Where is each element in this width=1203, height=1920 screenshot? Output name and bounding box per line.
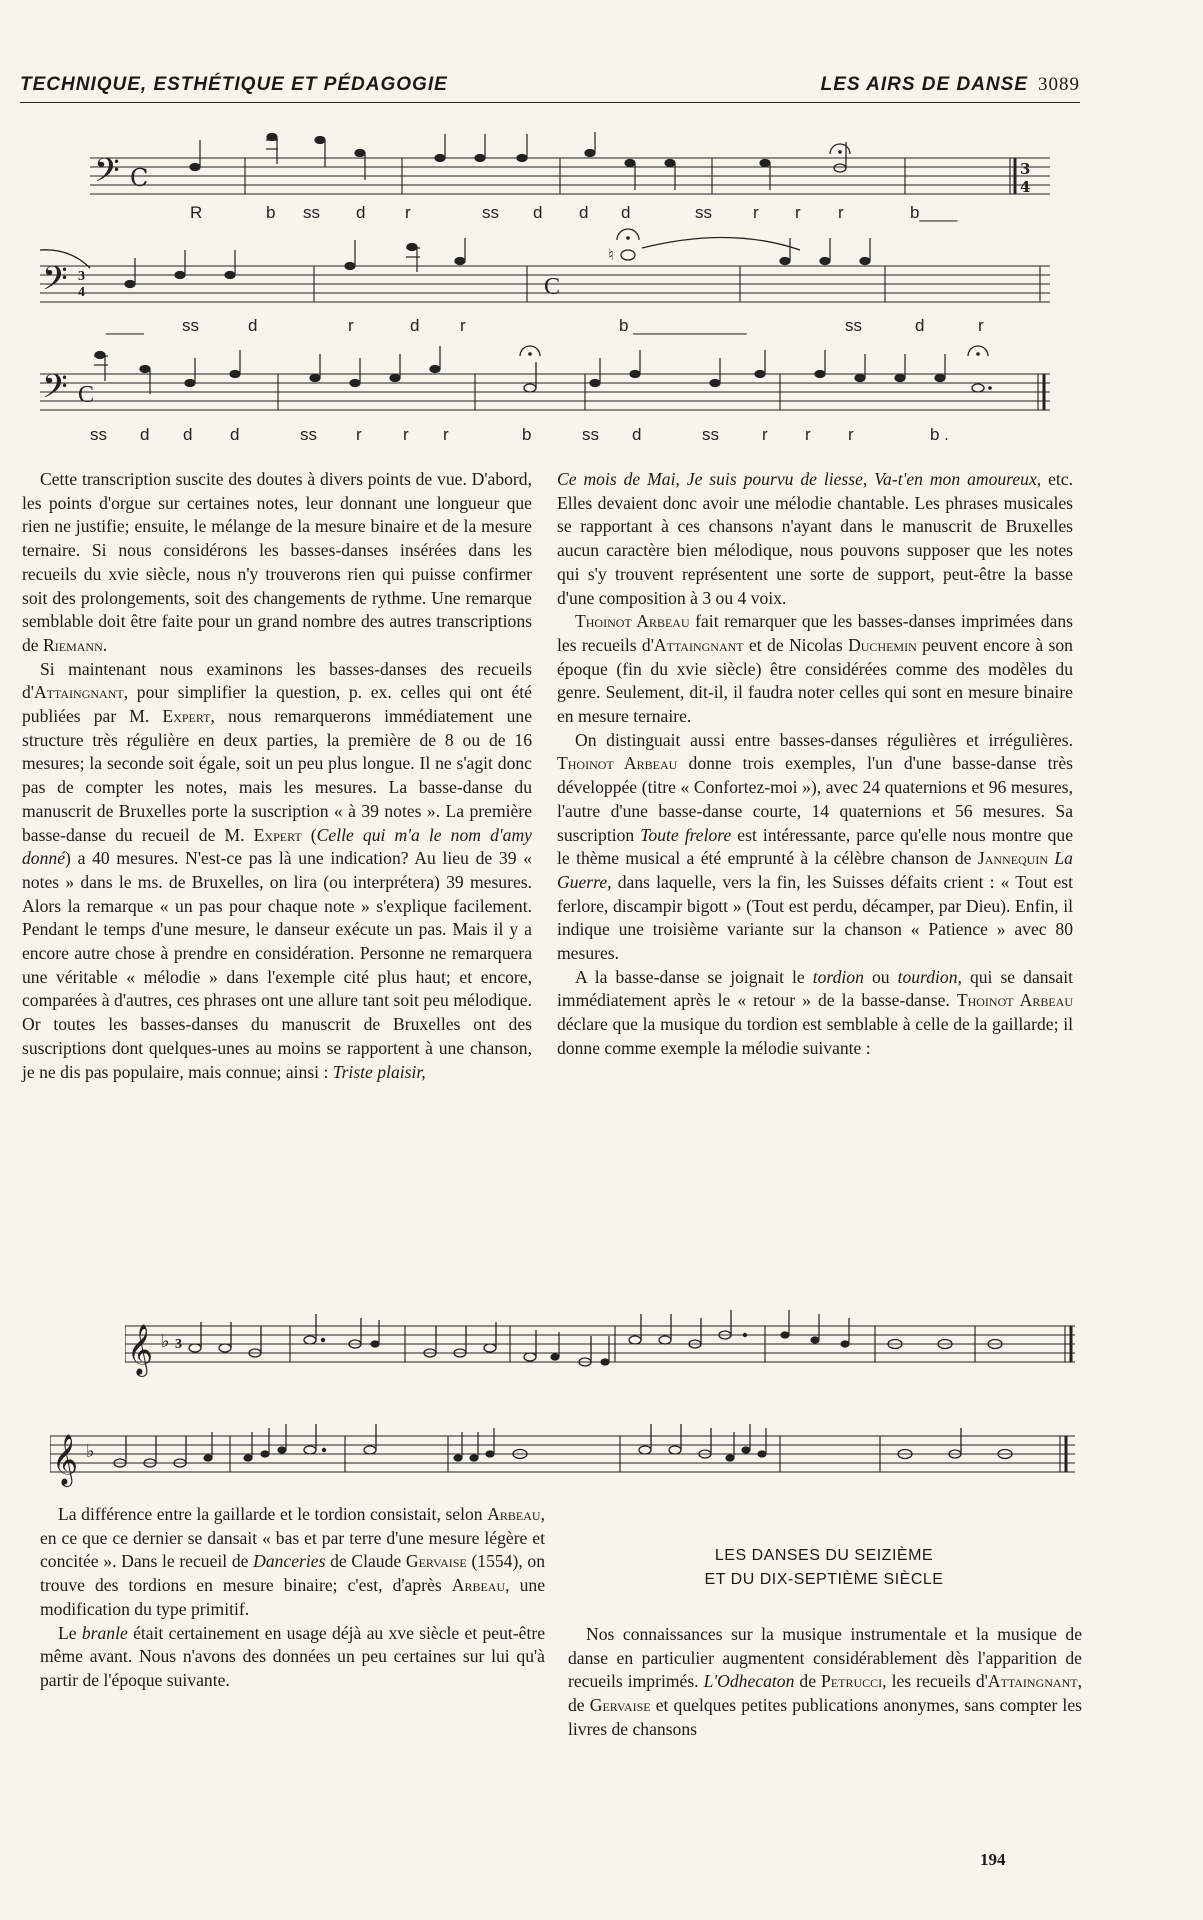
bottom-right-column (568, 1623, 1082, 1742)
svg-text:4: 4 (78, 285, 85, 300)
right-column (557, 468, 1073, 1061)
svg-text:d: d (140, 425, 150, 444)
svg-text:r: r (403, 425, 409, 444)
syllable: R (190, 203, 203, 222)
svg-text:ss: ss (695, 203, 712, 222)
paragraph-3: Ce mois de Mai, Je suis pourvu de liesse, Va-t'en mon amoureux, etc. Elles devaient donc avoir une mélodie chantable. Les phrases musicales se rapportant à ces chansons n'ayant dans le manuscrit de Bruxelles aucun caractère bien mélodique, nous pouvons supposer que les notes qui s'y trouvent représentent une sorte de support, peut-être la basse d'une composition à 3 ou 4 voix. (557, 469, 1073, 608)
header-rule (20, 102, 1080, 103)
svg-text:d: d (230, 425, 240, 444)
running-head-right (821, 74, 1080, 96)
svg-text:r: r (348, 316, 354, 335)
tordion-staff-1-notation (125, 1302, 1085, 1382)
svg-text:ss: ss (90, 425, 107, 444)
staff-3-syllables (90, 425, 949, 444)
paragraph-1: Cette transcription suscite des doutes à divers points de vue. D'abord, les points d'orgue sur certaines notes, leur donnant une longueur que rien ne justifie; ensuite, le mélange de la mesure binaire et de la mesure ternaire. Si nous considérons les basses-danses insérées dans les recueils du xvie siècle, nous n'y trouverons rien qui puisse confirmer soit des prolongements, soit des changements de rythme. Une remarque semblable doit être faite pour un grand nombre des autres transcriptions de Riemann. (22, 469, 532, 655)
staff-2-notation (30, 228, 1060, 343)
page-number: 3089 (1038, 74, 1080, 95)
folio: 194 (980, 1850, 1006, 1869)
paragraph-4: Thoinot Arbeau fait remarquer que les basses-danses imprimées dans les recueils d'Attaingnant et de Nicolas Duchemin peuvent encore à son époque (fin du xvie siècle) être considérées comme des modèles du genre. Seulement, dit-il, il faudra noter celles qui sont en mesure binaire en mesure ternaire. (557, 611, 1073, 727)
svg-text:d: d (632, 425, 642, 444)
svg-text:3: 3 (175, 1337, 182, 1352)
music-staff-1 (30, 128, 1060, 243)
svg-text:d: d (356, 203, 366, 222)
svg-text:r: r (805, 425, 811, 444)
svg-text:r: r (405, 203, 411, 222)
svg-text:r: r (762, 425, 768, 444)
svg-text:ss: ss (845, 316, 862, 335)
section-heading (556, 1544, 1092, 1592)
paragraph-6: A la basse-danse se joignait le tordion ou tourdion, qui se dansait immédiatement après le « retour » de la basse-danse. Thoinot Arbeau déclare que la musique du tordion est semblable à celle de la gaillarde; il donne comme exemple la mélodie suivante : (557, 966, 1073, 1058)
svg-text:♭: ♭ (161, 1331, 170, 1351)
svg-text:ss: ss (300, 425, 317, 444)
svg-text:d: d (183, 425, 193, 444)
svg-text:ss: ss (482, 203, 499, 222)
svg-text:b .: b . (930, 425, 949, 444)
svg-text:r: r (838, 203, 844, 222)
svg-text:C: C (78, 382, 95, 408)
music-staff-3 (30, 336, 1060, 451)
svg-text:d: d (621, 203, 631, 222)
svg-text:𝄞: 𝄞 (127, 1324, 154, 1375)
svg-text:r: r (460, 316, 466, 335)
svg-text:d: d (579, 203, 589, 222)
section-heading-line-1: LES DANSES DU SEIZIÈME (714, 1547, 934, 1564)
svg-text:b: b (522, 425, 532, 444)
svg-text:d: d (533, 203, 543, 222)
svg-text:ss: ss (702, 425, 719, 444)
svg-text:𝄢: 𝄢 (42, 260, 68, 306)
left-column (22, 468, 532, 1084)
svg-text:𝄢: 𝄢 (42, 368, 68, 414)
staff-3-notation (30, 336, 1060, 451)
section-heading-line-2: ET DU DIX-SEPTIÈME SIÈCLE (704, 1571, 944, 1588)
svg-text:C: C (130, 164, 149, 192)
svg-text:r: r (848, 425, 854, 444)
bottom-left-column (40, 1503, 545, 1693)
svg-text:3: 3 (78, 269, 85, 284)
staff-1-syllables (190, 203, 958, 222)
tordion-staff-2-notation (50, 1412, 1080, 1492)
svg-text:r: r (443, 425, 449, 444)
svg-text:b: b (266, 203, 276, 222)
svg-text:d: d (915, 316, 925, 335)
svg-text:r: r (978, 316, 984, 335)
svg-text:3: 3 (1020, 160, 1031, 178)
paragraph-5: On distinguait aussi entre basses-danses régulières et irrégulières. Thoinot Arbeau donne trois exemples, l'un d'une basse-danse très développée (titre « Confortez-moi »), avec 24 quaternions et 96 mesures, l'autre d'une basse-danse courte, 14 quaternions et 56 mesures. Sa suscription Toute frelore est intéressante, parce qu'elle nous montre que le thème musical a été emprunté à la célèbre chanson de Jannequin La Guerre, dans laquelle, vers la fin, les Suisses défaits crient : « Tout est ferlore, discampir bigott » (Tout est perdu, décamper, par Dieu). Enfin, il indique une troisième variante sur la chanson « Patience » avec 80 mesures. (557, 729, 1074, 964)
svg-text:ss: ss (303, 203, 320, 222)
svg-text:♮: ♮ (608, 247, 614, 264)
paragraph-8: Le branle était certainement en usage déjà au xve siècle et peut-être même avant. Nous n'avons des données un peu certaines sur lui qu'à partir de l'époque suivante. (40, 1622, 546, 1690)
svg-text:C: C (544, 274, 561, 300)
tordion-staff-1 (125, 1302, 1085, 1382)
svg-text:r: r (356, 425, 362, 444)
svg-text:𝄞: 𝄞 (52, 1434, 79, 1485)
running-head-left: TECHNIQUE, ESTHÉTIQUE ET PÉDAGOGIE (20, 74, 448, 95)
svg-text:r: r (753, 203, 759, 222)
music-staff-2 (30, 228, 1060, 343)
svg-text:♭: ♭ (86, 1441, 95, 1461)
paragraph-9: Nos connaissances sur la musique instrumentale et la musique de danse en particulier augmentent considérablement dès l'apparition de recueils imprimés. L'Odhecaton de Petrucci, les recueils d'Attaingnant, de Gervaise et quelques petites publications anonymes, sans compter les livres de chansons (568, 1624, 1082, 1739)
tordion-staff-2 (50, 1412, 1080, 1492)
paragraph-2: Si maintenant nous examinons les basses-danses des recueils d'Attaingnant, pour simplifier la question, p. ex. celles qui ont été publiées par M. Expert, nous remarquerons immédiatement une structure très régulière en deux parties, la première de 8 ou de 16 mesures; la seconde soit égale, soit un peu plus longue. Il ne s'agit donc pas de compter les notes, mais les mesures. La basse-danse du manuscrit de Bruxelles porte la suscription « à 39 notes ». La première basse-danse du recueil de M. Expert (Celle qui m'a le nom d'amy donné) a 40 mesures. N'est-ce pas là une indication? Au lieu de 39 « notes » dans le ms. de Bruxelles, on lira (ou interprétera) 39 mesures. Alors la remarque « un pas pour chaque note » s'explique facilement. Pendant le temps d'une mesure, le danseur exécute un pas. Mais il y a encore autre chose à prendre en considération. Personne ne remarquera une véritable « mélodie » dans l'exemple cité plus haut; et encore, comparées à d'autres, ces phrases ont une allure tant soit peu mélodique. Or toutes les basses-danses du manuscrit de Bruxelles ont des suscriptions dont quelques-unes au moins se rapportent à une chanson, je ne dis pas populaire, mais connue; ainsi : Triste plaisir, (22, 658, 533, 1082)
svg-text:b ____________: b ____________ (619, 316, 747, 335)
svg-text:r: r (795, 203, 801, 222)
running-head-title: LES AIRS DE DANSE (820, 74, 1028, 95)
svg-text:4: 4 (1020, 178, 1031, 196)
paragraph-7: La différence entre la gaillarde et le tordion consistait, selon Arbeau, en ce que ce dernier se dansait « bas et par terre d'une mesure légère et concitée ». Dans le recueil de Danceries de Claude Gervaise (1554), on trouve des tordions en mesure binaire; c'est, d'après Arbeau, une modification du type primitif. (40, 1504, 546, 1619)
svg-text:d: d (410, 316, 420, 335)
svg-text:b____: b____ (910, 203, 958, 222)
svg-text:d: d (248, 316, 258, 335)
svg-text:𝄢: 𝄢 (94, 152, 120, 198)
staff-2-syllables (105, 316, 984, 335)
staff-1-notation (30, 128, 1060, 243)
svg-text:ss: ss (582, 425, 599, 444)
svg-text:____: ____ (106, 316, 144, 335)
svg-text:ss: ss (182, 316, 199, 335)
